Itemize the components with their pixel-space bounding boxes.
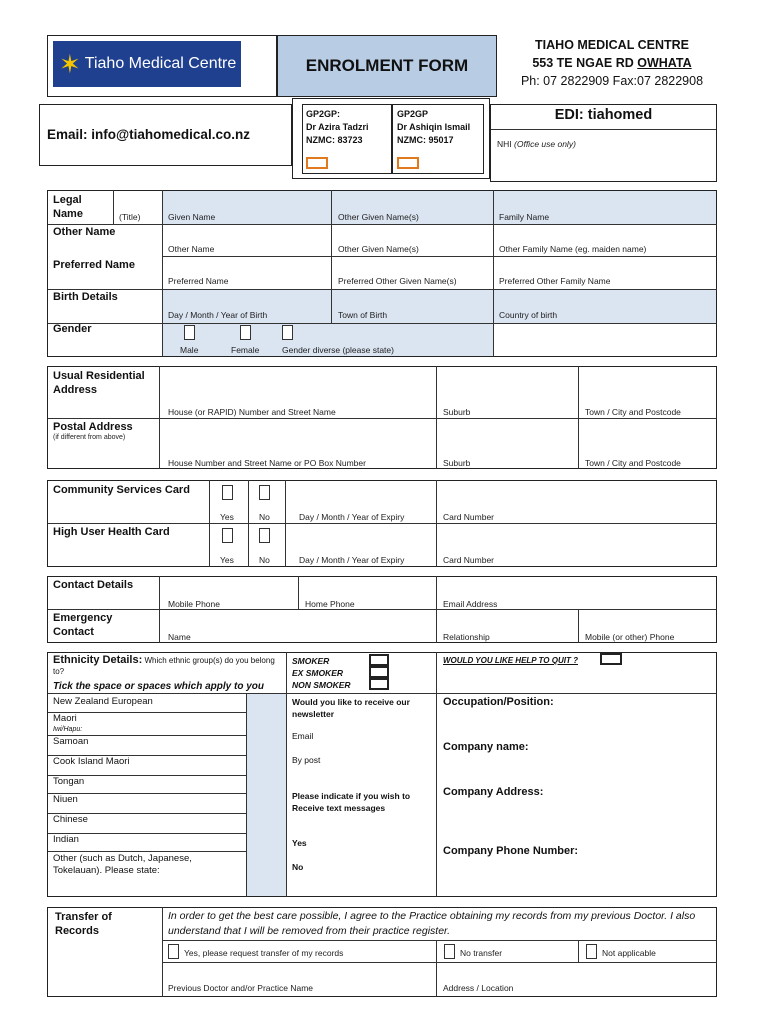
col-line xyxy=(578,366,579,469)
hu-no-checkbox[interactable] xyxy=(259,528,270,543)
gp1-info xyxy=(306,108,369,147)
given-name-field[interactable]: Given Name xyxy=(168,212,216,222)
gp1-doctor: Dr Azira Tadzri xyxy=(306,122,369,132)
ethnicity-question: Which ethnic group(s) do you belong to? xyxy=(53,656,275,676)
male-label: Male xyxy=(180,345,199,355)
eth-row[interactable] xyxy=(48,713,246,736)
family-name-field[interactable]: Family Name xyxy=(499,212,550,222)
hu-yes-checkbox[interactable] xyxy=(222,528,233,543)
relationship-field[interactable]: Relationship xyxy=(443,632,490,642)
eth-row[interactable] xyxy=(48,794,246,814)
col-line xyxy=(159,576,160,643)
eth-row[interactable] xyxy=(48,756,246,776)
town-of-birth-field[interactable]: Town of Birth xyxy=(338,310,388,320)
birth-details-label: Birth Details xyxy=(53,291,118,303)
postal-address-label: Postal Address xyxy=(53,421,133,433)
company-name-label[interactable]: Company name: xyxy=(443,741,529,753)
postal-suburb-field[interactable]: Suburb xyxy=(443,458,471,468)
gp2-label: GP2GP xyxy=(397,109,429,119)
clinic-address: 553 TE NGAE RD xyxy=(532,56,634,70)
eth-row[interactable] xyxy=(48,834,246,852)
logo xyxy=(53,41,241,87)
hu-expiry-field[interactable]: Day / Month / Year of Expiry xyxy=(299,555,405,565)
other-name-label: Other Name xyxy=(53,226,116,238)
col-line xyxy=(159,366,160,469)
dob-field[interactable]: Day / Month / Year of Birth xyxy=(168,310,268,320)
gender-label: Gender xyxy=(53,323,92,335)
postal-town-field[interactable]: Town / City and Postcode xyxy=(585,458,681,468)
transfer-na-label: Not applicable xyxy=(602,948,656,958)
quit-help-question: WOULD YOU LIKE HELP TO QUIT ? xyxy=(443,656,578,665)
newsletter-post-option[interactable]: By post xyxy=(292,755,321,765)
hu-card-label: High User Health Card xyxy=(53,526,170,538)
col-line xyxy=(162,907,163,997)
ethnicity-tick-column xyxy=(246,694,286,896)
transfer-yes-checkbox[interactable] xyxy=(168,944,179,959)
csc-yes-label: Yes xyxy=(220,512,234,522)
col-line xyxy=(578,609,579,643)
female-label: Female xyxy=(231,345,260,355)
newsletter-question: Would you like to receive our newsletter xyxy=(292,697,410,719)
eth-row[interactable] xyxy=(48,814,246,834)
hu-no-label: No xyxy=(259,555,270,565)
row-line xyxy=(162,962,717,963)
other-name-field[interactable]: Other Name xyxy=(168,244,215,254)
col-line xyxy=(436,576,437,643)
ethnicity-header xyxy=(53,655,281,677)
hu-yes-label: Yes xyxy=(220,555,234,565)
row-line xyxy=(48,523,717,524)
eth-tongan: Tongan xyxy=(53,776,85,787)
nhi-note: (Office use only) xyxy=(514,139,576,149)
text-message-question: Please indicate if you wish to Receive text messages xyxy=(292,791,411,813)
emergency-name-field[interactable]: Name xyxy=(168,632,191,642)
previous-doctor-field[interactable]: Previous Doctor and/or Practice Name xyxy=(168,983,314,993)
row-line xyxy=(162,256,717,257)
row-line xyxy=(48,418,717,419)
transfer-no-label: No transfer xyxy=(460,948,503,958)
gp1-label: GP2GP: xyxy=(306,109,341,119)
non-smoker-label: NON SMOKER xyxy=(292,680,351,690)
col-line xyxy=(436,366,437,469)
col-line xyxy=(246,693,247,897)
edi-box xyxy=(490,104,717,182)
transfer-yes-label: Yes, please request transfer of my records xyxy=(184,948,344,958)
eth-samoan: Samoan xyxy=(53,736,89,747)
row-line xyxy=(48,224,717,225)
col-line xyxy=(286,652,287,897)
row-line xyxy=(48,323,717,324)
clinic-address-town: OWHATA xyxy=(637,56,692,70)
male-checkbox[interactable] xyxy=(184,325,195,340)
personal-shade-1 xyxy=(162,191,716,224)
legal-name-label: Legal Name xyxy=(53,194,83,221)
preferred-other-family-field[interactable]: Preferred Other Family Name xyxy=(499,276,611,286)
other-given-name-field[interactable]: Other Given Name(s) xyxy=(338,212,419,222)
company-address-label[interactable]: Company Address: xyxy=(443,786,544,798)
csc-no-label: No xyxy=(259,512,270,522)
eth-other: Other (such as Dutch, Japanese, Tokelauan). Please state: xyxy=(53,853,192,876)
transfer-na-checkbox[interactable] xyxy=(586,944,597,959)
email-address-field[interactable]: Email Address xyxy=(443,599,498,609)
preferred-name-field[interactable]: Preferred Name xyxy=(168,276,229,286)
clinic-phone: Ph: 07 2822909 Fax:07 2822908 xyxy=(520,74,704,88)
col-line xyxy=(436,940,437,997)
smoker-label: SMOKER xyxy=(292,656,330,666)
gender-diverse-checkbox[interactable] xyxy=(282,325,293,340)
eth-maori: Maori xyxy=(53,713,77,724)
nhi-field[interactable] xyxy=(497,139,576,149)
transfer-statement: In order to get the best care possible, I agree to the Practice obtaining my records from my previous Doctor. I also understand that I will be removed from their practice register. xyxy=(168,910,696,937)
emergency-phone-field[interactable]: Mobile (or other) Phone xyxy=(585,632,675,642)
col-line xyxy=(436,480,437,567)
female-checkbox[interactable] xyxy=(240,325,251,340)
country-of-birth-field[interactable]: Country of birth xyxy=(499,310,558,320)
email-box xyxy=(39,104,292,166)
gp1-checkbox[interactable] xyxy=(306,157,328,169)
edi-title: EDI: tiahomed xyxy=(554,107,653,123)
csc-yes-checkbox[interactable] xyxy=(222,485,233,500)
ethnicity-instruction: Tick the space or spaces which apply to you xyxy=(53,681,264,692)
clinic-name: TIAHO MEDICAL CENTRE xyxy=(535,38,689,52)
eth-niuen: Niuen xyxy=(53,794,78,805)
col-line xyxy=(436,652,437,897)
eth-iwi-hapu: Iwi/Hapu: xyxy=(53,726,83,733)
smoking-options xyxy=(292,655,351,691)
newsletter-email-option[interactable]: Email xyxy=(292,731,314,741)
gp2-info xyxy=(397,108,470,147)
ex-smoker-checkbox[interactable] xyxy=(369,666,389,678)
company-phone-label[interactable]: Company Phone Number: xyxy=(443,845,579,857)
contact-details-label: Contact Details xyxy=(53,579,134,591)
col-line xyxy=(493,190,494,357)
col-line xyxy=(113,190,114,224)
other-given-name2-field[interactable]: Other Given Name(s) xyxy=(338,244,419,254)
home-phone-field[interactable]: Home Phone xyxy=(305,599,355,609)
csc-expiry-field[interactable]: Day / Month / Year of Expiry xyxy=(299,512,405,522)
row-line xyxy=(48,289,717,290)
preferred-other-given-field[interactable]: Preferred Other Given Name(s) xyxy=(338,276,457,286)
col-line xyxy=(578,940,579,962)
postal-note: (if different from above) xyxy=(53,434,126,441)
row-line xyxy=(48,609,717,610)
csc-number-field[interactable]: Card Number xyxy=(443,512,495,522)
text-yes-option[interactable]: Yes xyxy=(292,838,307,848)
occupation-label[interactable]: Occupation/Position: xyxy=(443,696,554,708)
col-line xyxy=(209,480,210,567)
house-street-field[interactable]: House (or RAPID) Number and Street Name xyxy=(168,407,336,417)
ex-smoker-label: EX SMOKER xyxy=(292,668,344,678)
logo-text: Tiaho Medical Centre xyxy=(84,55,237,72)
col-line xyxy=(298,576,299,609)
logo-star-icon: ✶ xyxy=(59,48,81,79)
form-title: ENROLMENT FORM xyxy=(305,56,469,75)
smoker-checkbox[interactable] xyxy=(369,654,389,666)
other-family-name-field[interactable]: Other Family Name (eg. maiden name) xyxy=(499,244,647,254)
col-line xyxy=(162,190,163,357)
hu-number-field[interactable]: Card Number xyxy=(443,555,495,565)
text-no-option[interactable]: No xyxy=(292,862,304,872)
suburb-field[interactable]: Suburb xyxy=(443,407,471,417)
clinic-email: Email: info@tiahomedical.co.nz xyxy=(47,127,250,142)
transfer-label: Transfer of Records xyxy=(55,911,112,938)
gp2-checkbox[interactable] xyxy=(397,157,419,169)
form-title-box xyxy=(277,35,497,97)
ethnicity-title: Ethnicity Details: xyxy=(53,654,143,666)
clinic-info xyxy=(497,36,727,90)
csc-label: Community Services Card xyxy=(53,484,190,496)
gp2-nzmc: NZMC: 95017 xyxy=(397,135,454,145)
gp2-doctor: Dr Ashiqin Ismail xyxy=(397,122,471,132)
eth-chinese: Chinese xyxy=(53,814,88,825)
eth-row[interactable] xyxy=(48,694,246,713)
eth-nz-european: New Zealand European xyxy=(53,696,153,707)
row-line xyxy=(162,940,717,941)
town-postcode-field[interactable]: Town / City and Postcode xyxy=(585,407,681,417)
eth-row[interactable] xyxy=(48,776,246,794)
previous-address-field[interactable]: Address / Location xyxy=(443,983,514,993)
eth-cook-island: Cook Island Maori xyxy=(53,756,130,767)
emergency-contact-label: Emergency Contact xyxy=(53,612,113,639)
col-line xyxy=(248,480,249,567)
transfer-no-checkbox[interactable] xyxy=(444,944,455,959)
csc-no-checkbox[interactable] xyxy=(259,485,270,500)
title-field[interactable]: (Title) xyxy=(119,212,141,222)
preferred-name-label: Preferred Name xyxy=(53,259,135,271)
nhi-label: NHI xyxy=(497,139,512,149)
usual-address-label: Usual Residential Address xyxy=(53,370,145,397)
eth-indian: Indian xyxy=(53,834,79,845)
edi-divider xyxy=(491,129,716,130)
postal-street-field[interactable]: House Number and Street Name or PO Box Number xyxy=(168,458,366,468)
col-line xyxy=(331,190,332,323)
non-smoker-checkbox[interactable] xyxy=(369,678,389,690)
gender-diverse-label: Gender diverse (please state) xyxy=(282,345,394,355)
quit-help-checkbox[interactable] xyxy=(600,653,622,665)
col-line xyxy=(285,480,286,567)
gp1-nzmc: NZMC: 83723 xyxy=(306,135,363,145)
mobile-phone-field[interactable]: Mobile Phone xyxy=(168,599,220,609)
eth-row[interactable] xyxy=(48,736,246,756)
eth-row[interactable] xyxy=(48,853,246,897)
